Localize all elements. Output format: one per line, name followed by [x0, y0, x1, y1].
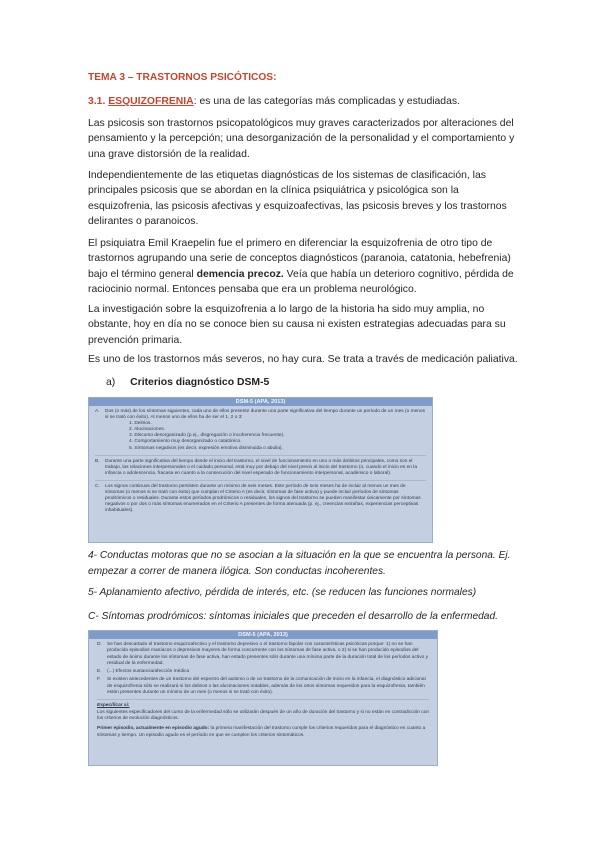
section-title: ESQUIZOFRENIA [108, 96, 194, 107]
section-heading [88, 96, 460, 107]
criterion-a: A. Dos (o más) de los síntomas siguientes, cada uno de ellos presente durante una parte significativa del tiempo durante un período de un mes (o menos si se trató con éxito). Al menos uno de ellos ha de ser el 1, 2 o 3: [95, 409, 425, 421]
chapter-title: TEMA 3 – TRASTORNOS PSICÓTICOS: [88, 72, 277, 83]
paragraph-severidad: Es uno de los trastornos más severos, no hay cura. Se trata a través de medicación paliativa. [88, 354, 518, 365]
divider [95, 480, 426, 481]
note-sintomas-prodromicos: C- Síntomas prodrómicos: síntomas iniciales que preceden el desarrollo de la enfermedad. [88, 611, 498, 622]
criterion-e: E. (...) Efectos sustancia/afección médica [97, 669, 190, 675]
figure-header: DSM-5 (APA, 2013) [89, 631, 437, 639]
criterion-d: D. Se han descartado el trastorno esquizoafectivo y el trastorno depresivo o el trastorno bipolar con características psicóticas porque: 1) no se han producido episodios maníacos o depresivos mayores de forma concurrente con los síntomas de fase activa, o 2) si se han producido episodios del estado de ánimo durante los síntomas de fase activa, han estado presentes sólo durante una mínima parte de la duración total de los períodos activo y residual de la enfermedad. [97, 642, 429, 666]
criteria-heading [106, 377, 269, 388]
dsm5-criteria-figure-2 [88, 630, 438, 766]
paragraph-kraepelin: El psiquiatra Emil Kraepelin fue el primero en diferenciar la esquizofrenia de otro tipo de trastornos agrupando una serie de conceptos diagnósticos (paranoia, catatonia, hebefrenia) bajo el término general demencia precoz. Veía que había un deterioro cognitivo, pérdida de raciocinio normal. Entonces pensaba que era un problema neurológico. [88, 238, 514, 296]
paragraph-psicosis: Las psicosis son trastornos psicopatológicos muy graves caracterizados por alteraciones del pensamiento y la percepción; una desorganización de la personalidad y el comportamiento y una grave distorsión de la realidad. [88, 118, 515, 160]
list-item: 2. Alucinaciones. [129, 427, 165, 433]
paragraph-investigacion: La investigación sobre la esquizofrenia a lo largo de la historia ha sido muy amplia, no obstante, hoy en día no se conoce bien su causa ni existen estrategias adecuadas para su prevención primaria. [88, 304, 506, 346]
figure-header: DSM-5 (APA, 2013) [89, 398, 432, 406]
specifier-label: Especificar si: [97, 703, 130, 709]
criteria-title: Criterios diagnóstico DSM-5 [130, 377, 270, 388]
criterion-c: C. Los signos continuos del trastorno persisten durante un mínimo de seis meses. Este período de seis meses ha de incluir al menos un mes de síntomas (o menos si se trató con éxito) que cumplan el Criterio A (es decir, síntomas de fase activa) y puede incluir períodos de síntomas prodrómicos o residuales. Durante estos períodos prodrómicos o residuales, los signos del trastorno se pueden manifestar únicamente por síntomas negativos o por dos o más síntomas enumerados en el Criterio A presentes de forma atenuada (p. ej., creencias extrañas, experiencias perceptivas inhabituales). [95, 483, 421, 514]
criterion-b: B. Durante una parte significativa del tiempo desde el inicio del trastorno, el nivel de funcionamiento en uno o más ámbitos principales, como son el trabajo, las relaciones interpersonales o el cuidado personal, está muy por debajo del nivel previo al inicio del trastorno (o, cuando el inicio es en la infancia o adolescencia, fracasa en cuanto a la consecución del nivel esperado de funcionamiento interpersonal, académico o laboral). [95, 458, 417, 476]
criterion-f: F. Si existen antecedentes de un trastorno del espectro del autismo o de un trastorno de la comunicación de inicio en la infancia, el diagnóstico adicional de esquizofrenia sólo se realizará si los delirios o las alucinaciones notables, además de los otros síntomas requeridos para la esquizofrenia, también están presentes durante un mínimo de un mes (o menos si se trató con éxito). [97, 677, 426, 696]
paragraph-principales-psicosis: Independientemente de las etiquetas diagnósticas de los sistemas de clasificación, las principales psicosis que se abordan en la clínica psiquiátrica y psicológica son la esquizofrenia, las psicosis afectivas y esquizoafectivas, las psicosis breves y los trastornos delirantes o paranoicos. [88, 170, 507, 228]
first-episode-text: Primer episodio, actualmente en episodio agudo: la primera manifestación del trastorno cumple los criterios requeridos para el diagnóstico en cuanto a síntomas y tiempo. Un episodio agudo es el período en que se cumplen los criterios sintomáticos. [97, 726, 426, 738]
divider [97, 699, 429, 700]
list-item: 3. Discurso desorganizado (p.ej., disgregación o incoherencia frecuente). [129, 433, 285, 439]
list-item: 1. Delirios. [129, 421, 152, 427]
section-text: : es una de las categorías más complicadas y estudiadas. [193, 96, 460, 107]
dsm5-criteria-figure [88, 397, 433, 543]
specifier-text: Los siguientes especificadores del curso de la enfermedad sólo se utilizarán después de un año de duración del trastorno y si no están en contradicción con los criterios de evolución diagnósticos. [97, 709, 429, 721]
term-demencia-precoz: demencia precoz. [196, 268, 284, 280]
list-item: 5. Síntomas negativos (es decir, expresión emotiva disminuida o abulia). [129, 445, 283, 451]
note-conductas-motoras: 4- Conductas motoras que no se asocian a la situación en la que se encuentra la persona. Ej. empezar a correr de manera ilógica. Son conductas incoherentes. [88, 550, 511, 577]
section-number: 3.1. [88, 96, 106, 107]
note-aplanamiento-afectivo: 5- Aplanamiento afectivo, pérdida de interés, etc. (se reducen las funciones normales) [88, 587, 477, 598]
criterion-a-items [95, 421, 426, 451]
list-item: 4. Comportamiento muy desorganizado o catatónico. [129, 439, 242, 445]
criteria-label: a) [106, 377, 116, 388]
divider [95, 455, 426, 456]
